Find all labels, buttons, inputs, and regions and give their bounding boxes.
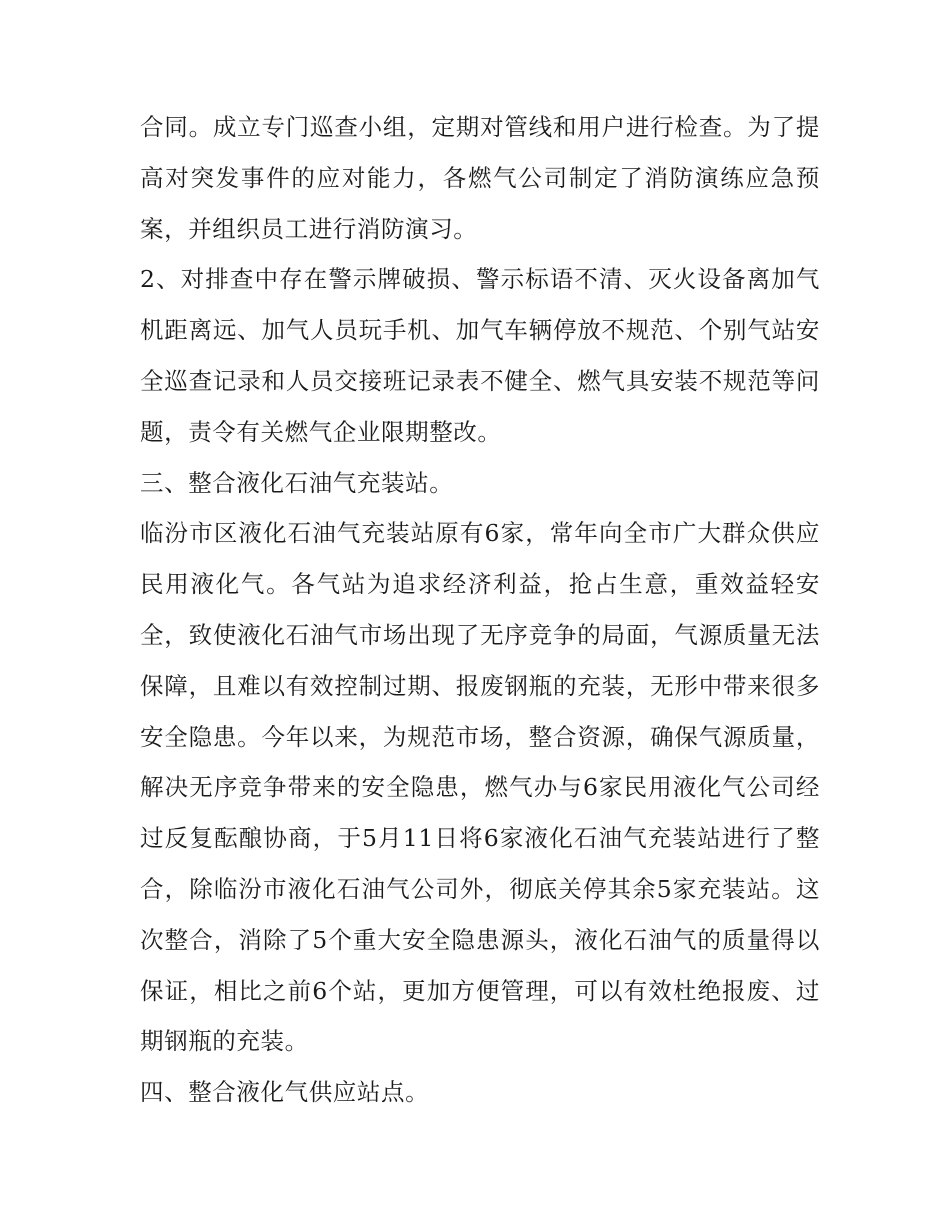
section-heading-four: 四、整合液化气供应站点。 <box>140 1078 430 1107</box>
paragraph-rectification: 2、对排查中存在警示牌破损、警示标语不清、灭火设备离加气机距离远、加气人员玩手机、加气车辆停放不规范、个别气站安全巡查记录和人员交接班记录表不健全、燃气具安装不规范等问题，责令有关燃气企业限期整改。 <box>140 265 820 446</box>
section-heading-three: 三、整合液化石油气充装站。 <box>140 468 454 497</box>
paragraph-lpg-station-integration: 临汾市区液化石油气充装站原有6家，常年向全市广大群众供应民用液化气。各气站为追求经济利益，抢占生意，重效益轻安全，致使液化石油气市场出现了无序竞争的局面，气源质量无法保障，且难以有效控制过期、报废钢瓶的充装，无形中带来很多安全隐患。今年以来，为规范市场，整合资源，确保气源质量，解决无序竞争带来的安全隐患，燃气办与6家民用液化气公司经过反复酝酿协商，于5月11日将6家液化石油气充装站进行了整合，除临汾市液化石油气公司外，彻底关停其余5家充装站。这次整合，消除了5个重大安全隐患源头，液化石油气的质量得以保证，相比之前6个站，更加方便管理，可以有效杜绝报废、过期钢瓶的充装。 <box>140 519 820 1056</box>
document-body <box>140 102 820 1118</box>
paragraph-inspection-contract: 合同。成立专门巡查小组，定期对管线和用户进行检查。为了提高对突发事件的应对能力，各燃气公司制定了消防演练应急预案，并组织员工进行消防演习。 <box>140 113 820 243</box>
